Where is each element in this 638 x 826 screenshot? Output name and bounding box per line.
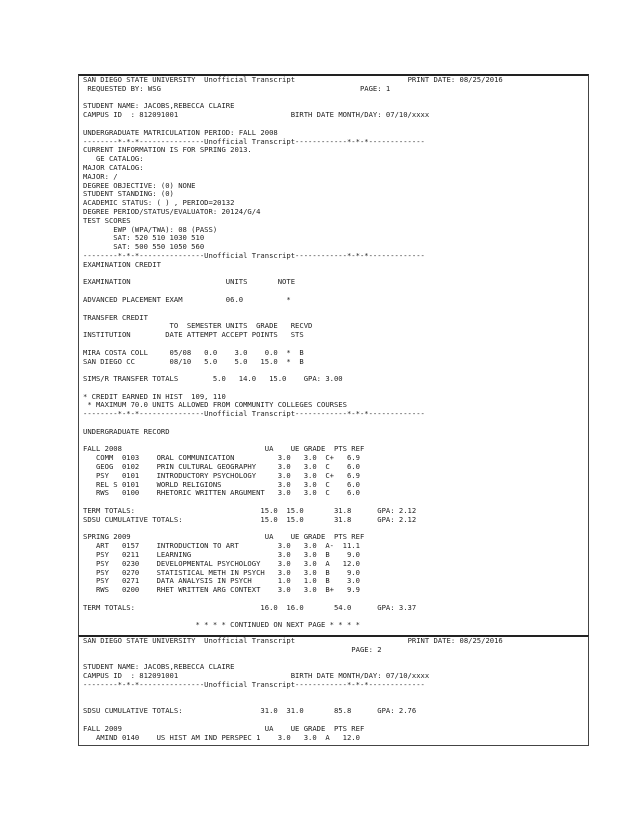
page-number: PAGE: 2	[351, 644, 382, 654]
birth-date: BIRTH DATE MONTH/DAY: 07/10/xxxx	[290, 671, 430, 681]
transcript-page-2	[78, 635, 589, 746]
print-date: PRINT DATE: 08/25/2016	[407, 76, 503, 84]
student-name: STUDENT NAME: JACOBS,REBECCA CLAIRE	[83, 662, 235, 672]
course-row: PSY 0270 STATISTICAL METH IN PSYCH 3.0 3.0 B 9.0	[83, 567, 360, 577]
term-header: FALL 2009 UA UE GRADE PTS REF	[83, 723, 365, 733]
section-title: TRANSFER CREDIT	[83, 312, 148, 322]
course-row: PSY 0271 DATA ANALYSIS IN PSYCH 1.0 1.0 B 3.0	[83, 576, 360, 586]
term-totals: TERM TOTALS: 15.0 15.0 31.8 GPA: 2.12	[83, 506, 417, 516]
current-info-line: CURRENT INFORMATION IS FOR SPRING 2013.	[83, 145, 252, 155]
course-row: PSY 0211 LEARNING 3.0 3.0 B 9.0	[83, 550, 360, 560]
page-1-text	[79, 76, 588, 630]
current-info-line: SAT: 500 550 1050 560	[83, 242, 205, 252]
transfer-note: * MAXIMUM 70.0 UNITS ALLOWED FROM COMMUNITY COLLEGES COURSES	[83, 400, 347, 410]
separator: --------*-*-*---------------Unofficial Transcript------------*-*-*-------------	[83, 250, 425, 260]
course-row: PSY 0101 INTRODUCTORY PSYCHOLOGY 3.0 3.0 C+ 6.9	[83, 470, 360, 480]
course-row: RWS 0200 RHET WRITTEN ARG CONTEXT 3.0 3.0 B+ 9.9	[83, 585, 360, 595]
transfer-totals: SIMS/R TRANSFER TOTALS 5.0 14.0 15.0 GPA: 3.00	[83, 374, 343, 384]
term-totals: TERM TOTALS: 16.0 16.0 54.0 GPA: 3.37	[83, 602, 417, 612]
transfer-row: MIRA COSTA COLL 05/08 0.0 3.0 0.0 * B	[83, 347, 304, 357]
section-title: EXAMINATION CREDIT	[83, 259, 161, 269]
course-row: COMM 0103 ORAL COMMUNICATION 3.0 3.0 C+ 6.9	[83, 453, 360, 463]
university-title: SAN DIEGO STATE UNIVERSITY Unofficial Transcript	[83, 76, 296, 84]
course-row: PSY 0230 DEVELOPMENTAL PSYCHOLOGY 3.0 3.0 A 12.0	[83, 558, 360, 568]
current-info-line: MAJOR: /	[83, 171, 118, 181]
course-row: RWS 0100 RHETORIC WRITTEN ARGUMENT 3.0 3.0 C 6.0	[83, 488, 360, 498]
current-info-line: MAJOR CATALOG:	[83, 162, 144, 172]
matriculation-period: UNDERGRADUATE MATRICULATION PERIOD: FALL 2008	[83, 127, 278, 137]
transfer-header: TO SEMESTER UNITS GRADE RECVD	[83, 321, 313, 331]
student-name: STUDENT NAME: JACOBS,REBECCA CLAIRE	[83, 101, 235, 111]
print-date: PRINT DATE: 08/25/2016	[407, 637, 503, 645]
term-header: SPRING 2009 UA UE GRADE PTS REF	[83, 532, 365, 542]
current-info-line: SAT: 520 510 1030 510	[83, 233, 205, 243]
current-info-line: GE CATALOG:	[83, 154, 144, 164]
section-title: UNDERGRADUATE RECORD	[83, 426, 170, 436]
exam-header: EXAMINATION UNITS NOTE	[83, 277, 296, 287]
course-row: GEOG 0102 PRIN CULTURAL GEOGRAPHY 3.0 3.0 C 6.0	[83, 462, 360, 472]
page-2-text	[79, 637, 588, 743]
continued-notice: * * * * CONTINUED ON NEXT PAGE * * * *	[83, 620, 360, 630]
transcript-page-1	[78, 74, 589, 636]
current-info-line: EWP (WPA/TWA): 08 (PASS)	[83, 224, 218, 234]
current-info-line: DEGREE PERIOD/STATUS/EVALUATOR: 20124/G/4	[83, 206, 261, 216]
current-info-line: ACADEMIC STATUS: ( ) , PERIOD=20132	[83, 198, 235, 208]
current-info-line: TEST SCORES	[83, 215, 131, 225]
campus-id: CAMPUS ID : 812091001	[83, 110, 179, 120]
course-row: REL S 0101 WORLD RELIGIONS 3.0 3.0 C 6.0	[83, 479, 360, 489]
term-header: FALL 2008 UA UE GRADE PTS REF	[83, 444, 365, 454]
current-info-line: STUDENT STANDING: (0)	[83, 189, 174, 199]
transfer-header: INSTITUTION DATE ATTEMPT ACCEPT POINTS STS	[83, 330, 304, 340]
birth-date: BIRTH DATE MONTH/DAY: 07/10/xxxx	[290, 110, 430, 120]
campus-id: CAMPUS ID : 812091001	[83, 671, 179, 681]
course-row: ART 0157 INTRODUCTION TO ART 3.0 3.0 A- 11.1	[83, 541, 360, 551]
university-title: SAN DIEGO STATE UNIVERSITY Unofficial Transcript	[83, 637, 296, 645]
separator: --------*-*-*---------------Unofficial Transcript------------*-*-*-------------	[83, 136, 425, 146]
separator: --------*-*-*---------------Unofficial Transcript------------*-*-*-------------	[83, 679, 425, 689]
course-row: AMIND 0140 US HIST AM IND PERSPEC 1 3.0 3.0 A 12.0	[83, 732, 360, 742]
cumulative-totals: SDSU CUMULATIVE TOTALS: 31.0 31.0 85.8 GPA: 2.76	[83, 706, 417, 716]
transfer-row: SAN DIEGO CC 08/10 5.0 5.0 15.0 * B	[83, 356, 304, 366]
cumulative-totals: SDSU CUMULATIVE TOTALS: 15.0 15.0 31.8 GPA: 2.12	[83, 514, 417, 524]
separator: --------*-*-*---------------Unofficial Transcript------------*-*-*-------------	[83, 409, 425, 419]
exam-row: ADVANCED PLACEMENT EXAM 06.0 *	[83, 294, 291, 304]
current-info-line: DEGREE OBJECTIVE: (0) NONE	[83, 180, 196, 190]
page-number: PAGE: 1	[359, 83, 391, 93]
transfer-note: * CREDIT EARNED IN HIST 109, 110	[83, 391, 226, 401]
requested-by: REQUESTED BY: WSG	[83, 83, 161, 93]
